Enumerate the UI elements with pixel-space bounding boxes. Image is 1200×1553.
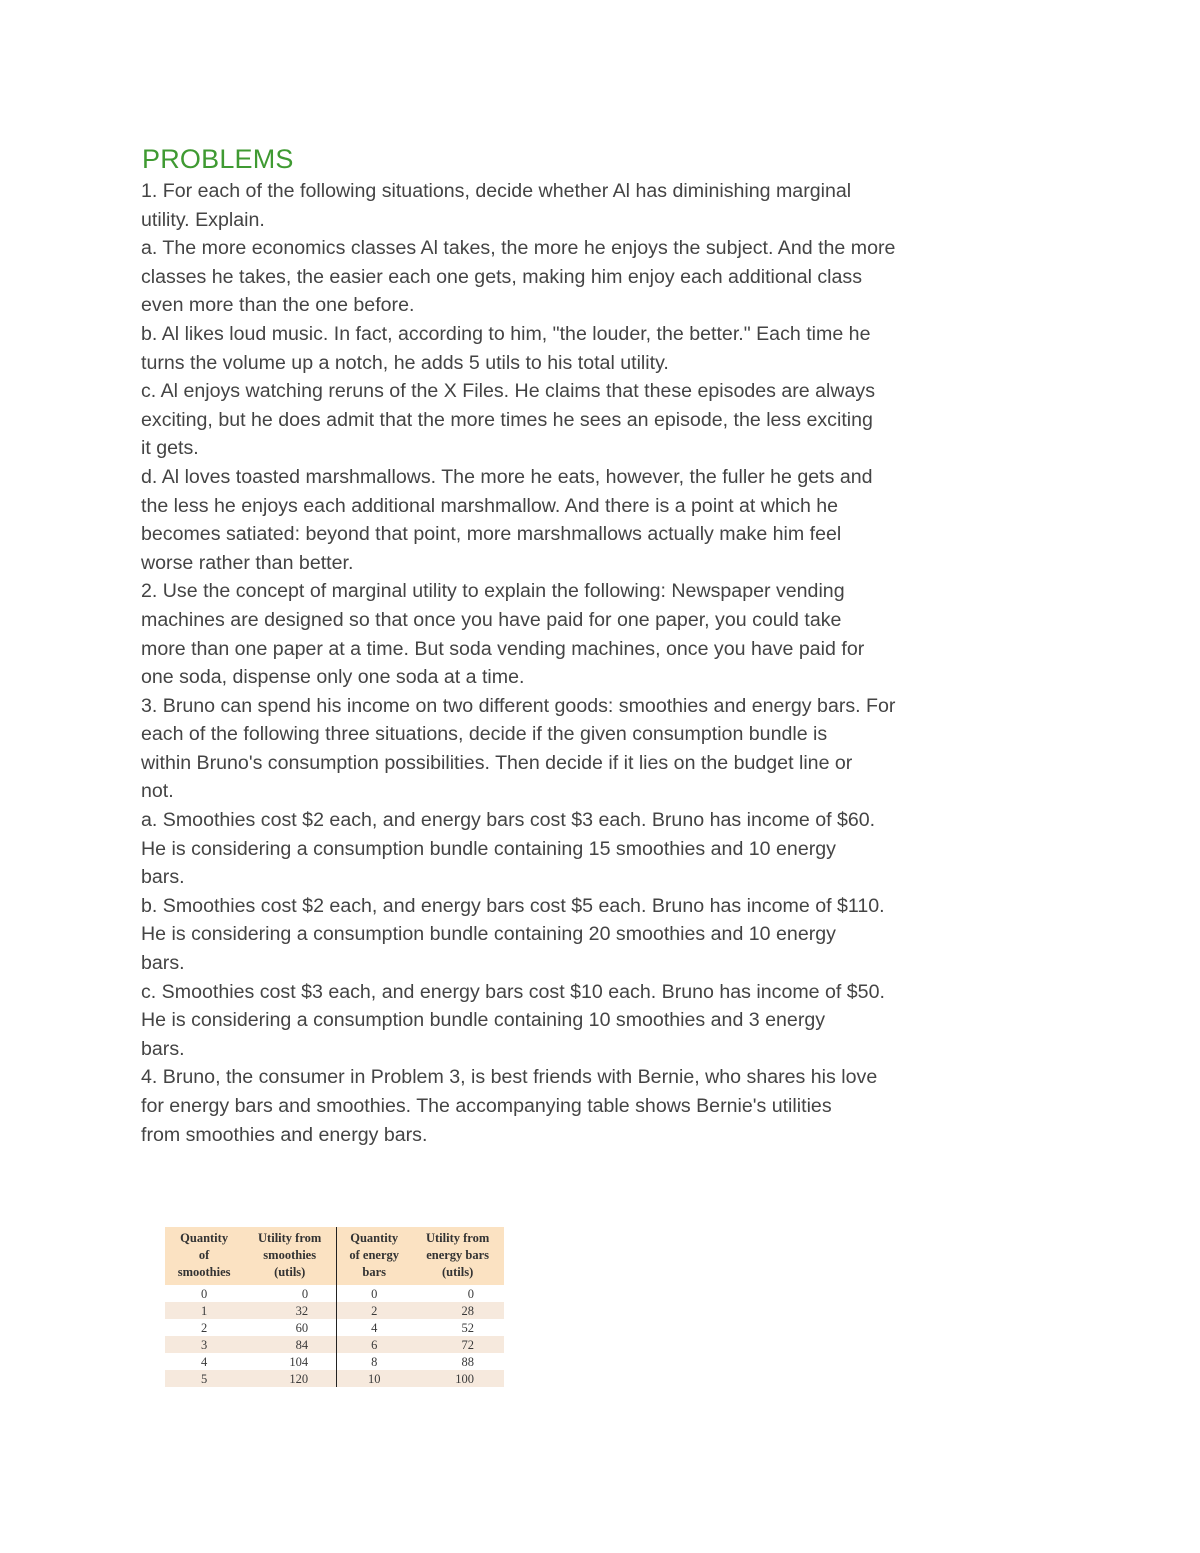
table-cell: 4 [165,1353,243,1370]
header-text: (utils) [274,1265,306,1279]
table-row [165,1319,504,1336]
table-cell: 0 [243,1285,336,1302]
header-text: Utility from [425,1231,490,1245]
text-line: He is considering a consumption bundle containing 20 smoothies and 10 energy [141,923,836,946]
table-cell: 5 [165,1370,243,1387]
column-header-quantity-energy-bars [337,1227,412,1285]
table-cell: 10 [337,1370,412,1387]
header-text: Utility from [258,1231,322,1245]
text-line: worse rather than better. [141,551,354,574]
header-text: Quantity [350,1231,399,1245]
table-row [165,1285,504,1302]
header-text: energy bars [426,1248,490,1262]
table-cell: 4 [337,1319,412,1336]
text-line: utility. Explain. [141,208,265,231]
problem-text [141,177,986,1149]
header-text: (utils) [441,1265,474,1279]
header-text: of energy [349,1248,399,1262]
table-cell: 0 [337,1285,412,1302]
text-line: 2. Use the concept of marginal utility to explain the following: Newspaper vending [141,580,845,603]
table-cell: 100 [411,1370,504,1387]
text-line: becomes satiated: beyond that point, more marshmallows actually make him feel [141,523,842,546]
text-line: from smoothies and energy bars. [141,1123,428,1146]
header-text: bars [362,1265,386,1279]
text-line: 1. For each of the following situations, decide whether Al has diminishing marginal [141,180,852,202]
text-line: even more than the one before. [141,294,415,317]
table-cell: 120 [243,1370,336,1387]
text-line: it gets. [141,437,199,460]
table-row [165,1370,504,1387]
text-line: c. Al enjoys watching reruns of the X Files. He claims that these episodes are always [141,380,876,403]
text-line: for energy bars and smoothies. The accompanying table shows Bernie's utilities [141,1095,832,1117]
text-line: He is considering a consumption bundle containing 10 smoothies and 3 energy [141,1009,826,1032]
table-cell: 2 [337,1302,412,1319]
table-row [165,1336,504,1353]
problems-section [141,141,986,1149]
table-cell: 84 [243,1336,336,1353]
table-row [165,1353,504,1370]
text-line: c. Smoothies cost $3 each, and energy bars cost $10 each. Bruno has income of $50. [141,980,885,1003]
column-header-quantity-smoothies [165,1227,243,1285]
header-text: of [198,1248,210,1262]
text-line: d. Al loves toasted marshmallows. The more he eats, however, the fuller he gets and [141,465,873,488]
column-header-utility-energy-bars [411,1227,504,1285]
table-cell: 8 [337,1353,412,1370]
text-line: He is considering a consumption bundle containing 15 smoothies and 10 energy [141,837,836,860]
text-line: within Bruno's consumption possibilities. Then decide if it lies on the budget line or [141,751,853,774]
text-line: machines are designed so that once you have paid for one paper, you could take [141,608,842,631]
text-line: bars. [141,1037,185,1060]
table-cell: 28 [411,1302,504,1319]
header-text: smoothies [263,1248,317,1262]
table-cell: 0 [165,1285,243,1302]
table-cell: 60 [243,1319,336,1336]
text-line: exciting, but he does admit that the more times he sees an episode, the less exciting [141,408,873,431]
text-line: not. [141,780,174,803]
table-cell: 6 [337,1336,412,1353]
text-line: one soda, dispense only one soda at a time. [141,666,525,689]
text-line: each of the following three situations, decide if the given consumption bundle is [141,723,828,746]
table-cell: 32 [243,1302,336,1319]
header-text: Quantity [180,1231,229,1245]
utility-table [165,1227,504,1387]
table-cell: 72 [411,1336,504,1353]
text-line: more than one paper at a time. But soda vending machines, once you have paid for [141,637,865,660]
column-header-utility-smoothies [243,1227,336,1285]
table-cell: 104 [243,1353,336,1370]
table-cell: 1 [165,1302,243,1319]
text-line: 4. Bruno, the consumer in Problem 3, is best friends with Bernie, who shares his love [141,1066,878,1089]
table-header-row [165,1227,504,1285]
text-line: bars. [141,866,185,889]
text-line: turns the volume up a notch, he adds 5 utils to his total utility. [141,351,669,374]
table-cell: 2 [165,1319,243,1336]
table-row [165,1302,504,1319]
text-line: 3. Bruno can spend his income on two different goods: smoothies and energy bars. For [141,694,896,717]
table-cell: 3 [165,1336,243,1353]
section-heading: PROBLEMS [142,144,294,174]
table-cell: 52 [411,1319,504,1336]
text-line: a. The more economics classes Al takes, the more he enjoys the subject. And the more [141,237,896,260]
text-line: b. Smoothies cost $2 each, and energy bars cost $5 each. Bruno has income of $110. [141,894,885,917]
table-cell: 88 [411,1353,504,1370]
text-line: b. Al likes loud music. In fact, according to him, "the louder, the better." Each time he [141,322,871,345]
text-line: bars. [141,952,185,975]
text-line: a. Smoothies cost $2 each, and energy bars cost $3 each. Bruno has income of $60. [141,809,876,832]
table-cell: 0 [411,1285,504,1302]
header-text: smoothies [177,1265,231,1279]
utility-table-figure [165,1227,504,1387]
text-line: classes he takes, the easier each one gets, making him enjoy each additional class [141,265,863,288]
text-line: the less he enjoys each additional marshmallow. And there is a point at which he [141,494,839,517]
